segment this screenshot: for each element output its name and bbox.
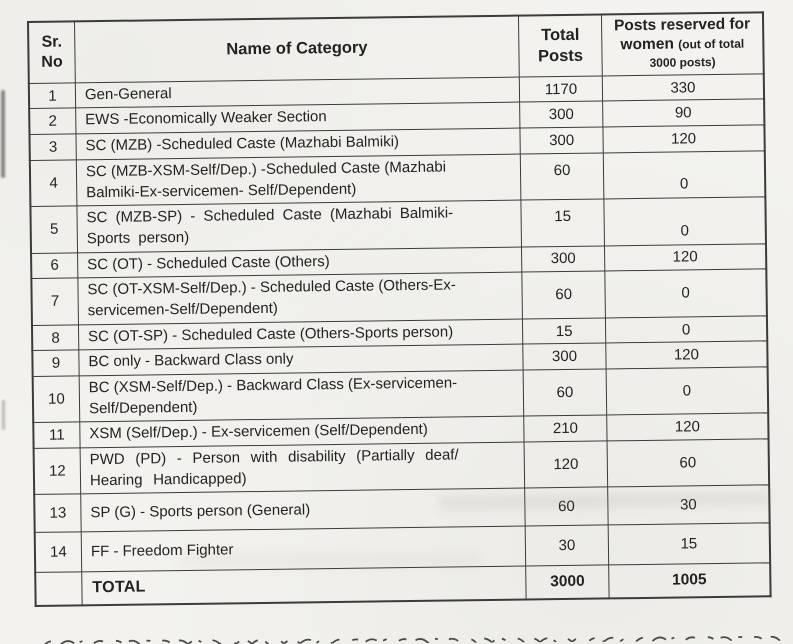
cell-total: 1170 — [519, 76, 602, 103]
cell-women: 120 — [607, 413, 769, 441]
cell-sr: 14 — [35, 532, 82, 573]
cell-sr: 7 — [31, 278, 78, 325]
header-name: Name of Category — [74, 16, 519, 83]
table-header — [28, 12, 764, 83]
header-total-posts: Total Posts — [519, 14, 603, 76]
table-body — [29, 74, 770, 573]
cell-women: 120 — [604, 243, 766, 271]
table-container — [27, 11, 772, 607]
cell-sr: 9 — [32, 350, 79, 376]
cell-women: 0 — [606, 367, 768, 415]
total-row-women-posts: 1005 — [609, 563, 771, 598]
cell-total: 120 — [524, 441, 607, 488]
clipped-text-glyph-tops-icon — [42, 632, 784, 644]
cell-total: 15 — [521, 199, 604, 246]
cell-women: 60 — [607, 439, 769, 487]
cell-sr: 5 — [30, 206, 77, 253]
cell-total: 15 — [523, 318, 606, 345]
cell-total: 300 — [520, 127, 603, 154]
cell-women: 0 — [605, 269, 767, 317]
cell-total: 60 — [523, 369, 606, 416]
cell-total: 60 — [522, 271, 605, 318]
cell-name: SC (OT) - Scheduled Caste (Others) — [77, 247, 522, 278]
cell-name: SC (OT-SP) - Scheduled Caste (Others-Sports person) — [78, 319, 523, 350]
cell-total: 300 — [522, 246, 605, 273]
posts-reservation-table — [27, 11, 772, 607]
cell-name: BC only - Backward Class only — [79, 344, 524, 375]
cell-sr: 11 — [33, 422, 80, 448]
cell-sr: 6 — [31, 252, 78, 278]
cell-sr: 10 — [33, 376, 80, 423]
total-row-total-posts: 3000 — [526, 565, 609, 599]
cell-name: XSM (Self/Dep.) - Ex-servicemen (Self/Dependent) — [80, 416, 525, 447]
cell-sr: 13 — [34, 494, 81, 533]
cell-name: FF - Freedom Fighter — [81, 526, 526, 572]
table-header-row — [28, 12, 764, 83]
cell-name: SC (MZB-XSM-Self/Dep.) -Scheduled Caste (Mazhabi Balmiki-Ex-servicemen- Self/Dependent) — [76, 154, 521, 206]
cell-name: SC (MZB-SP) - Scheduled Caste (Mazhabi Balmiki- Sports person) — [77, 200, 522, 252]
cell-name: PWD (PD) - Person with disability (Partially deaf/ Hearing Handicapped) — [80, 442, 525, 494]
cell-total: 30 — [525, 525, 608, 566]
cell-name: SC (MZB) -Scheduled Caste (Mazhabi Balmiki) — [76, 128, 521, 159]
header-reserved-sub: (out of total 3000 posts) — [649, 36, 745, 71]
cell-sr: 3 — [29, 134, 76, 160]
cell-sr: 2 — [29, 108, 76, 134]
header-sr-no: Sr. No — [28, 21, 75, 83]
cell-name: EWS -Economically Weaker Section — [76, 103, 521, 134]
cell-women: 30 — [608, 485, 770, 525]
cell-total: 300 — [523, 343, 606, 370]
cell-sr: 4 — [30, 160, 77, 207]
paper-edge-mark — [1, 90, 5, 178]
cell-name: BC (XSM-Self/Dep.) - Backward Class (Ex-servicemen- Self/Dependent) — [79, 370, 524, 422]
cell-total: 60 — [520, 153, 603, 200]
total-row-label: TOTAL — [82, 566, 527, 605]
cell-sr: 1 — [29, 83, 76, 109]
cell-total: 210 — [524, 415, 607, 442]
cell-women: 0 — [605, 315, 767, 343]
cell-women: 120 — [603, 125, 765, 153]
cell-total: 60 — [525, 487, 608, 526]
header-reserved-main: Posts reserved for women — [613, 15, 751, 53]
cell-sr: 8 — [32, 325, 79, 351]
cell-women: 120 — [606, 341, 768, 369]
cell-name: SC (OT-XSM-Self/Dep.) - Scheduled Caste (Others-Ex- servicemen-Self/Dependent) — [78, 272, 523, 324]
total-row-empty-cell — [35, 572, 82, 606]
header-posts-reserved-women — [601, 12, 763, 75]
cell-women: 90 — [603, 99, 765, 127]
clipped-gurmukhi-text-fragment — [42, 630, 784, 644]
cell-women: 15 — [608, 523, 770, 565]
cell-women: 0 — [604, 197, 766, 245]
cell-name: SP (G) - Sports person (General) — [81, 488, 526, 532]
cell-sr: 12 — [34, 448, 81, 495]
cell-name: Gen-General — [75, 77, 520, 108]
cell-women: 0 — [603, 151, 765, 199]
paper-edge-mark — [2, 400, 5, 430]
cell-total: 300 — [520, 101, 603, 128]
cell-women: 330 — [602, 74, 764, 102]
